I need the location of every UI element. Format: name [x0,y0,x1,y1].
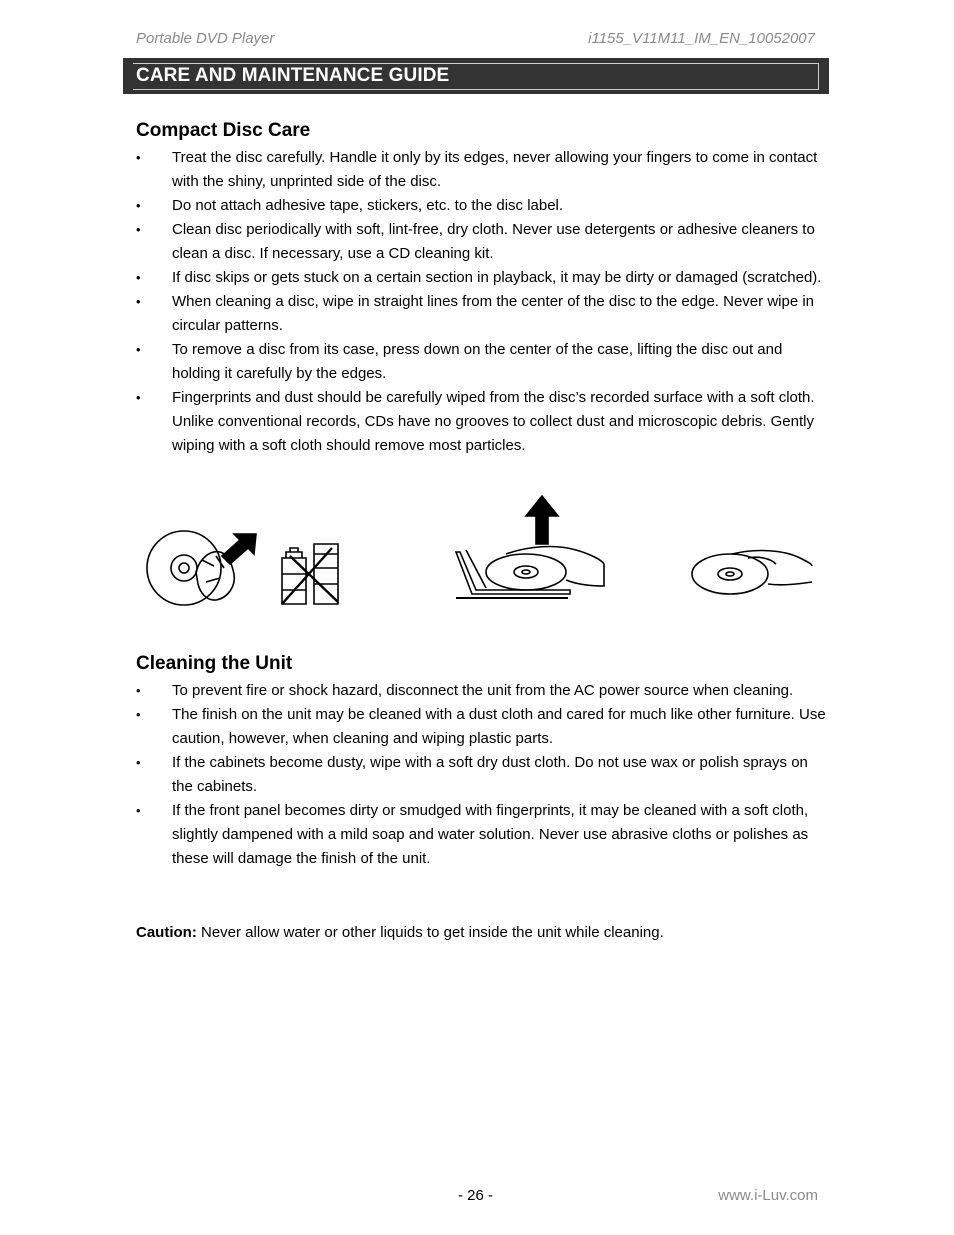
hand-holding-disc-icon [692,551,812,594]
disc-removal-from-case-icon [456,496,604,598]
list-item: • To remove a disc from its case, press down on the center of the case, lifting the disc out and holding it carefully by the edges. [136,338,826,386]
list-item: • To prevent fire or shock hazard, disconnect the unit from the AC power source when cleaning. [136,679,826,703]
header-product-name: Portable DVD Player [136,30,275,47]
list-item: • If the cabinets become dusty, wipe with a soft dry dust cloth. Do not use wax or polish sprays on the cabinets. [136,751,826,799]
caution-note [136,922,664,944]
list-item: • If the front panel becomes dirty or smudged with fingerprints, it may be cleaned with a soft cloth, slightly dampened with a mild soap and water solution. Never use abrasive cloths or polishes as these will damage the finish of the unit. [136,799,826,871]
no-spray-cans-icon [282,544,338,604]
list-item: • Fingerprints and dust should be carefully wiped from the disc’s recorded surface with a soft cloth. Unlike conventional records, CDs have no grooves to collect dust and microscopic debris. Gently wiping with a soft cloth should remove most particles. [136,386,826,458]
unit-cleaning-list [136,679,826,871]
header-document-code: i1155_V11M11_IM_EN_10052007 [588,30,815,47]
heading-compact-disc-care: Compact Disc Care [136,120,311,141]
list-item: • The finish on the unit may be cleaned with a dust cloth and cared for much like other furniture. Use caution, however, when cleaning and wiping plastic parts. [136,703,826,751]
disc-care-illustrations [136,494,820,609]
disc-care-list [136,146,826,458]
list-item: • Do not attach adhesive tape, stickers, etc. to the disc label. [136,194,826,218]
list-item: • Clean disc periodically with soft, lint-free, dry cloth. Never use detergents or adhesive cleaners to clean a disc. If necessary, use a CD cleaning kit. [136,218,826,266]
list-item: • When cleaning a disc, wipe in straight lines from the center of the disc to the edge. Never wipe in circular patterns. [136,290,826,338]
caution-label: Caution: [136,924,197,941]
heading-cleaning-the-unit: Cleaning the Unit [136,653,293,674]
page-title: CARE AND MAINTENANCE GUIDE [136,65,450,86]
page-number: - 26 - [458,1187,494,1204]
caution-text: Never allow water or other liquids to get inside the unit while cleaning. [196,924,664,941]
list-item: • If disc skips or gets stuck on a certain section in playback, it may be dirty or damaged (scratched). [136,266,826,290]
section-title-bar [123,58,829,94]
list-item: • Treat the disc carefully. Handle it only by its edges, never allowing your fingers to come in contact with the shiny, unprinted side of the disc. [136,146,826,194]
disc-wiping-icon [147,531,256,605]
footer-website: www.i-Luv.com [718,1187,818,1204]
